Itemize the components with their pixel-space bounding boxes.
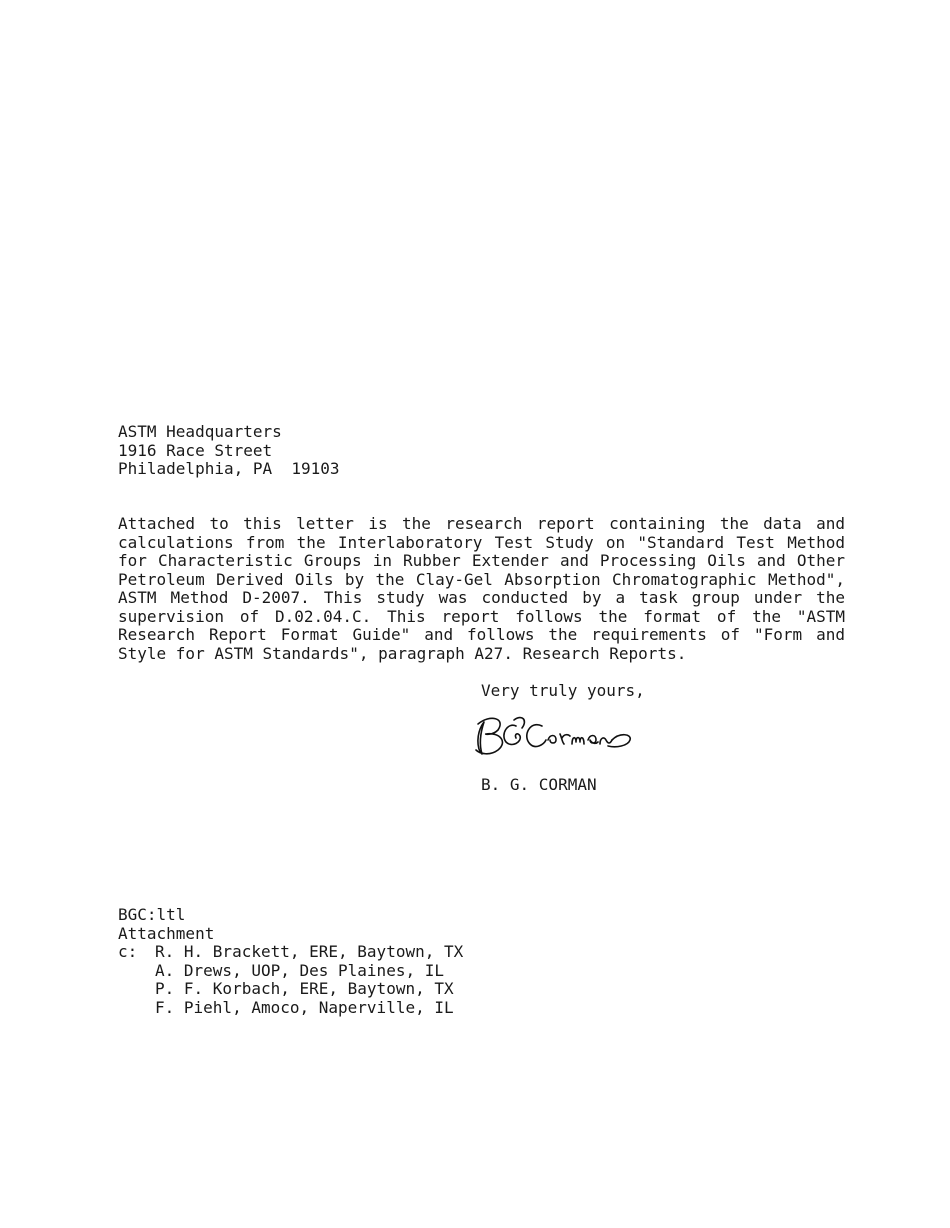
letter-body-paragraph: Attached to this letter is the research report containing the data and calculations from the Interlaboratory Test Study on "Standard Test Method for Characteristic Groups in Rubber Extender and Processing Oils and Other Petroleum Derived Oils by the Clay-Gel Absorption Chromatographic Method", ASTM Method D-2007. This study was conducted by a task group under the supervision of D.02.04.C. This report follows the format of the "ASTM Research Report Format Guide" and follows the requirements of "Form and Style for ASTM Standards", paragraph A27. Research Reports. <box>118 514 845 663</box>
handwritten-signature <box>470 712 635 760</box>
cc-recipient: F. Piehl, Amoco, Naperville, IL <box>155 997 454 1017</box>
valediction: Very truly yours, <box>481 681 645 700</box>
cc-recipient-list <box>155 943 463 1017</box>
address-line-street: 1916 Race Street <box>118 440 273 460</box>
carbon-copy-block <box>118 943 463 1017</box>
typist-initials: BGC:ltl <box>118 905 186 924</box>
address-line-city: Philadelphia, PA 19103 <box>118 459 340 478</box>
cc-recipient: R. H. Brackett, ERE, Baytown, TX <box>155 942 464 961</box>
address-line-organization: ASTM Headquarters <box>118 422 282 441</box>
enclosure-notation: Attachment <box>118 923 215 943</box>
signer-name: B. G. CORMAN <box>481 775 597 794</box>
letter-footer <box>118 906 463 1017</box>
cc-label: c: <box>118 942 138 961</box>
cc-recipient: P. F. Korbach, ERE, Baytown, TX <box>155 979 454 998</box>
cc-recipient: A. Drews, UOP, Des Plaines, IL <box>155 960 444 980</box>
recipient-address <box>118 423 340 479</box>
